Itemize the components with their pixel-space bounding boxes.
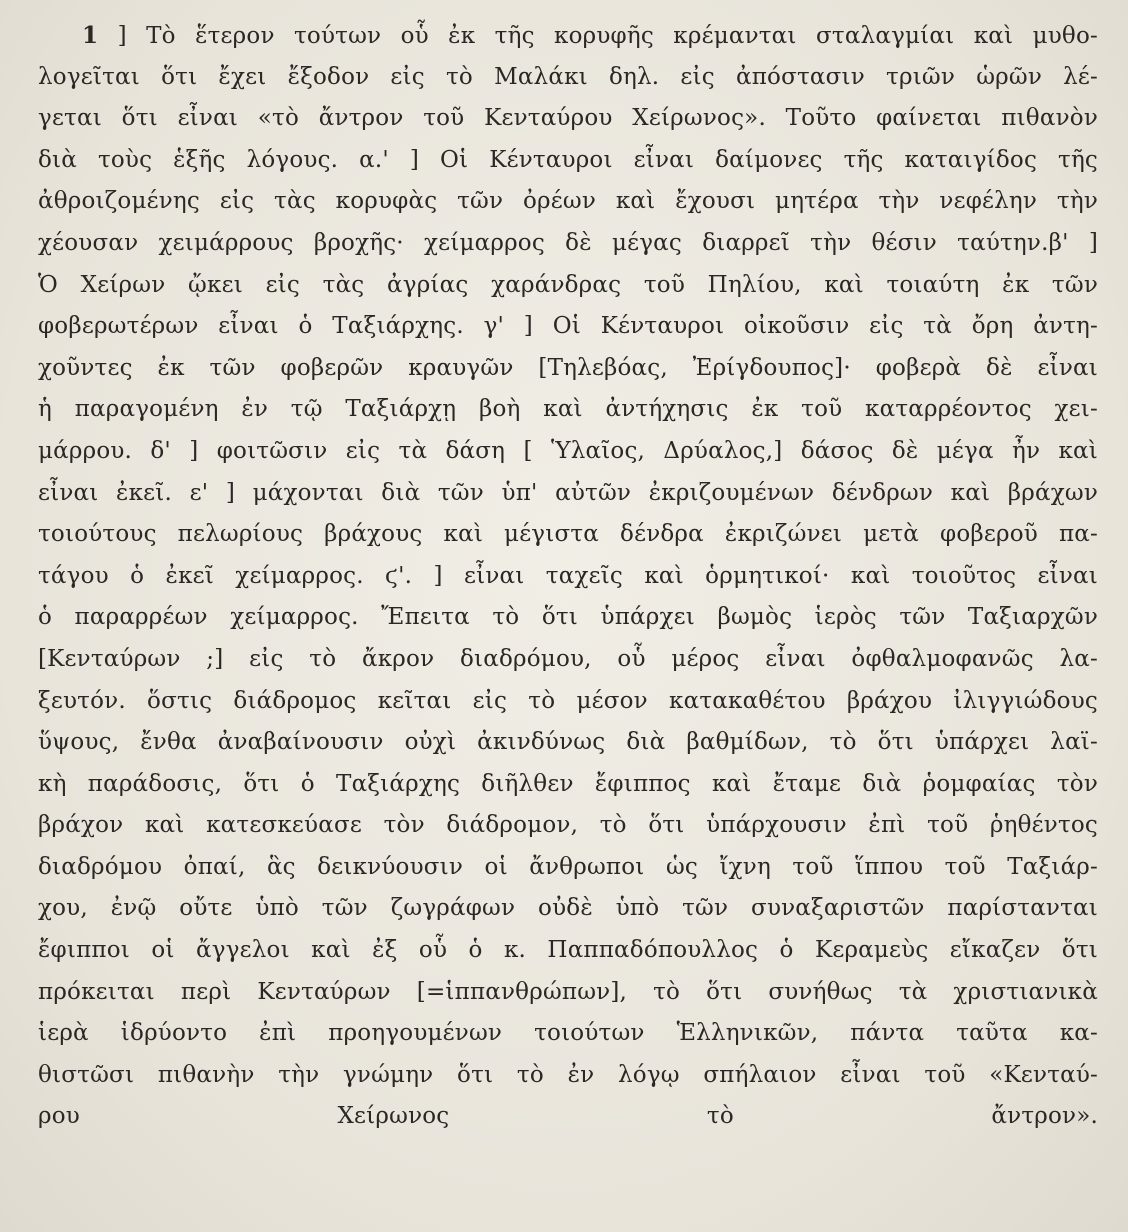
text-line: χέουσαν χειμάρρους βροχῆς· χείμαρρος δὲ μέγας διαρρεῖ τὴν θέσιν ταύτην.β' ]	[38, 229, 1098, 256]
footnote-number: 1	[82, 22, 99, 49]
text-line: ὁ παραρρέων χείμαρρος. Ἔπειτα τὸ ὅτι ὑπάρχει βωμὸς ἱερὸς τῶν Ταξιαρχῶν	[38, 604, 1098, 631]
text-line: ὕψους, ἔνθα ἀναβαίνουσιν οὐχὶ ἀκινδύνως διὰ βαθμίδων, τὸ ὅτι ὑπάρχει λαϊ-	[38, 729, 1098, 756]
text-line: χου, ἐνῷ οὔτε ὑπὸ τῶν ζωγράφων οὐδὲ ὑπὸ τῶν συναξαριστῶν παρίστανται	[38, 895, 1098, 922]
text-line: κὴ παράδοσις, ὅτι ὁ Ταξιάρχης διῆλθεν ἔφιππος καὶ ἔταμε διὰ ῥομφαίας τὸν	[38, 770, 1098, 797]
text-line	[38, 15, 1098, 57]
text-line: γεται ὅτι εἶναι «τὸ ἄντρον τοῦ Κενταύρου Χείρωνος». Τοῦτο φαίνεται πιθανὸν	[38, 105, 1098, 132]
text-line	[38, 1138, 1098, 1180]
text-line: ξευτόν. ὅστις διάδρομος κεῖται εἰς τὸ μέσον κατακαθέτου βράχου ἰλιγγιώδους	[38, 687, 1098, 714]
text-line-content: ] Τὸ ἕτερον τούτων οὗ ἐκ τῆς κορυφῆς κρέμανται σταλαγμίαι καὶ μυθο-	[117, 23, 1098, 49]
text-line: διαδρόμου ὀπαί, ἃς δεικνύουσιν οἱ ἄνθρωποι ὡς ἴχνη τοῦ ἵππου τοῦ Ταξιάρ-	[38, 853, 1098, 880]
text-line: χοῦντες ἐκ τῶν φοβερῶν κραυγῶν [Τηλεβόας, Ἐρίγδουπος]· φοβερὰ δὲ εἶναι	[38, 354, 1098, 381]
text-line: ἱερὰ ἱδρύοντο ἐπὶ προηγουμένων τοιούτων Ἑλληνικῶν, πάντα ταῦτα κα-	[38, 1020, 1098, 1047]
text-line: πρόκειται περὶ Κενταύρων [=ἱππανθρώπων], τὸ ὅτι συνήθως τὰ χριστιανικὰ	[38, 978, 1098, 1005]
text-line: τάγου ὁ ἐκεῖ χείμαρρος. ϛ'. ] εἶναι ταχεῖς καὶ ὁρμητικοί· καὶ τοιοῦτος εἶναι	[38, 562, 1098, 589]
text-line: λογεῖται ὅτι ἔχει ἔξοδον εἰς τὸ Μαλάκι δηλ. εἰς ἀπόστασιν τριῶν ὡρῶν λέ-	[38, 63, 1098, 90]
text-line: θιστῶσι πιθανὴν τὴν γνώμην ὅτι τὸ ἐν λόγῳ σπήλαιον εἶναι τοῦ «Κενταύ-	[38, 1061, 1098, 1088]
text-line: τοιούτους πελωρίους βράχους καὶ μέγιστα δένδρα ἐκριζώνει μετὰ φοβεροῦ πα-	[38, 521, 1098, 548]
text-line: Ὁ Χείρων ᾤκει εἰς τὰς ἀγρίας χαράνδρας τοῦ Πηλίου, καὶ τοιαύτη ἐκ τῶν	[38, 271, 1098, 298]
footnote-text	[38, 15, 1098, 1180]
text-line: εἶναι ἐκεῖ. ε' ] μάχονται διὰ τῶν ὑπ' αὐτῶν ἐκριζουμένων δένδρων καὶ βράχων	[38, 479, 1098, 506]
text-line: ἡ παραγομένη ἐν τῷ Ταξιάρχῃ βοὴ καὶ ἀντήχησις ἐκ τοῦ καταρρέοντος χει-	[38, 396, 1098, 423]
text-line: [Κενταύρων ;] εἰς τὸ ἄκρον διαδρόμου, οὗ μέρος εἶναι ὀφθαλμοφανῶς λα-	[38, 645, 1098, 672]
text-line: ἔφιπποι οἱ ἄγγελοι καὶ ἐξ οὗ ὁ κ. Παππαδόπουλλος ὁ Κεραμεὺς εἴκαζεν ὅτι	[38, 937, 1098, 964]
text-line: μάρρου. δ' ] φοιτῶσιν εἰς τὰ δάση [ Ὑλαῖος, Δρύαλος,] δάσος δὲ μέγα ἦν καὶ	[38, 437, 1098, 464]
text-line: ρου Χείρωνος τὸ ἄντρον».	[38, 1103, 1098, 1130]
text-line: φοβερωτέρων εἶναι ὁ Ταξιάρχης. γ' ] Οἱ Κένταυροι οἰκοῦσιν εἰς τὰ ὄρη ἀντη-	[38, 313, 1098, 340]
text-line: ἀθροιζομένης εἰς τὰς κορυφὰς τῶν ὀρέων καὶ ἔχουσι μητέρα τὴν νεφέλην τὴν	[38, 188, 1098, 215]
text-line: βράχον καὶ κατεσκεύασε τὸν διάδρομον, τὸ ὅτι ὑπάρχουσιν ἐπὶ τοῦ ῥηθέντος	[38, 812, 1098, 839]
text-line: διὰ τοὺς ἑξῆς λόγους. α.' ] Οἱ Κένταυροι εἶναι δαίμονες τῆς καταιγίδος τῆς	[38, 146, 1098, 173]
